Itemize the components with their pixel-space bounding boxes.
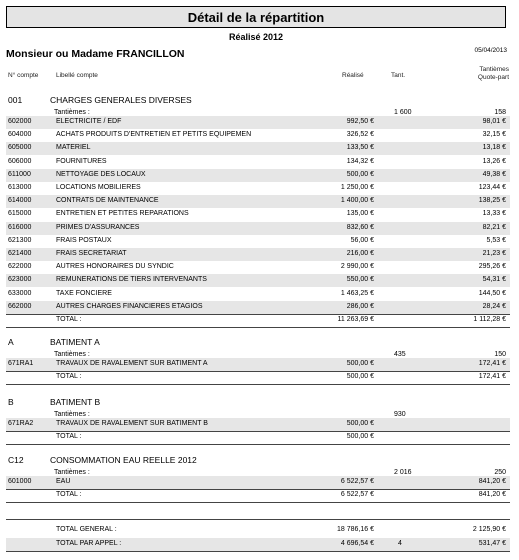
divider-line [6,444,510,445]
total-label: TOTAL : [56,433,82,441]
header-tant: Tant. [391,72,406,79]
quote-part-amount: 49,38 € [482,170,506,178]
total-realise: 500,00 € [346,373,374,381]
account-label: CONTRATS DE MAINTENANCE [56,197,159,205]
realise-amount: 1 250,00 € [340,184,374,191]
total-quote-part: 1 112,28 € [473,316,506,323]
tantiemes-value: 2 016 [394,469,412,476]
account-label: FRAIS POSTAUX [56,236,112,244]
total-par-appel-row [6,538,510,551]
realise-amount: 326,52 € [346,131,374,139]
account-label: FOURNITURES [56,157,107,165]
header-libelle: Libellé compte [56,72,98,79]
total-row [6,371,510,384]
realise-amount: 286,00 € [346,302,374,310]
quote-part-amount: 13,33 € [482,210,506,218]
table-row [6,261,510,274]
total-realise: 11 263,69 € [337,316,374,323]
divider-line [6,551,510,552]
account-label: REMUNERATIONS DE TIERS INTERVENANTS [56,276,207,284]
account-label: TRAVAUX DE RAVALEMENT SUR BATIMENT B [56,420,208,427]
realise-amount: 500,00 € [346,360,374,367]
report-title [6,6,506,28]
table-row [6,235,510,248]
header-compte: N° compte [8,72,39,79]
realise-amount: 216,00 € [346,250,374,257]
account-code: 633000 [8,289,32,297]
quote-part-amount: 5,53 € [486,236,506,244]
quote-part-amount: 144,50 € [478,289,506,297]
divider-line [6,384,510,385]
divider-line [6,431,510,432]
table-row [6,195,510,208]
group-name: CHARGES GENERALES DIVERSES [50,95,192,105]
account-code: 616000 [8,223,32,231]
account-code: 662000 [8,302,32,310]
table-row [6,142,510,155]
realise-amount: 1 400,00 € [340,197,374,205]
header-realise: Réalisé [342,72,364,79]
total-row [6,431,510,444]
quote-part-amount: 295,26 € [478,263,506,271]
quote-part-amount: 172,41 € [478,360,506,367]
account-code: 671RA2 [8,420,34,427]
report-title-text: Détail de la répartition [187,9,325,25]
account-label: AUTRES CHARGES FINANCIERES ETAGIOS [56,302,203,310]
account-label: EAU [56,478,71,485]
realise-amount: 832,60 € [346,223,374,231]
account-label: ENTRETIEN ET PETITES REPARATIONS [56,210,189,218]
account-code: 611000 [8,170,31,178]
total-appel-realise: 4 696,54 € [340,540,374,547]
divider-line [6,489,510,490]
total-label: TOTAL : [56,491,82,499]
table-row [6,301,510,314]
quote-part-amount: 123,44 € [478,184,506,191]
account-code: 602000 [8,118,32,125]
tantiemes-value: 930 [394,411,406,418]
account-label: TRAVAUX DE RAVALEMENT SUR BATIMENT A [56,360,208,367]
account-code: 621300 [8,236,32,244]
group-name: CONSOMMATION EAU REELLE 2012 [50,455,197,465]
account-label: ELECTRICITE / EDF [56,118,122,125]
divider-line [6,502,510,503]
total-label: TOTAL : [56,316,82,323]
total-realise: 500,00 € [346,433,374,441]
quote-part-amount: 138,25 € [478,197,506,205]
account-label: NETTOYAGE DES LOCAUX [56,170,146,178]
realise-amount: 56,00 € [350,236,374,244]
table-row [6,169,510,182]
realise-amount: 1 463,25 € [340,289,374,297]
tantiemes-value: 435 [394,351,406,358]
total-quote-part: 841,20 € [478,491,506,499]
report-date: 05/04/2013 [474,47,507,54]
realise-amount: 135,00 € [346,210,374,218]
total-realise: 6 522,57 € [340,491,374,499]
table-row [6,129,510,142]
tantiemes-quote: 158 [494,109,506,116]
total-general-realise: 18 786,16 € [337,526,374,533]
total-appel-count: 4 [398,540,402,547]
group-name: BATIMENT A [50,337,100,347]
total-label: TOTAL : [56,373,82,381]
quote-part-amount: 13,26 € [482,157,506,165]
table-row [6,358,510,371]
account-label: TAXE FONCIERE [56,289,112,297]
group-header [6,455,510,467]
quote-part-amount: 21,23 € [482,250,506,257]
account-label: ACHATS PRODUITS D'ENTRETIEN ET PETITS EQUIPEMEN [56,131,252,139]
total-general-quote: 2 125,90 € [472,526,506,533]
quote-part-amount: 841,20 € [478,478,506,485]
group-code: C12 [8,455,24,465]
table-row [6,182,510,195]
account-code: 621400 [8,250,32,257]
account-label: FRAIS SECRETARIAT [56,250,127,257]
quote-part-amount: 32,15 € [482,131,506,139]
quote-part-amount: 82,21 € [482,223,506,231]
realise-amount: 2 990,00 € [340,263,374,271]
table-row [6,116,510,129]
group-code: B [8,397,14,407]
account-code: 613000 [8,184,32,191]
divider-line [6,371,510,372]
total-general-label: TOTAL GENERAL : [56,526,117,533]
account-label: PRIMES D'ASSURANCES [56,223,140,231]
tantiemes-value: 1 600 [394,109,412,116]
table-row [6,418,510,431]
realise-amount: 133,50 € [346,144,374,152]
group-code: 001 [8,95,23,105]
divider-line [6,314,510,315]
account-code: 601000 [8,478,32,485]
tantiemes-label: Tantièmes : [54,351,90,358]
account-code: 671RA1 [8,360,34,367]
realise-amount: 550,00 € [346,276,374,284]
table-row [6,156,510,169]
total-row [6,489,510,502]
account-code: 622000 [8,263,32,271]
header-quote-line2: Quote-part [477,74,509,81]
account-label: LOCATIONS MOBILIERES [56,184,141,191]
account-label: MATERIEL [56,144,91,152]
account-code: 604000 [8,131,32,139]
table-row [6,222,510,235]
divider-line [6,327,510,328]
group-header [6,397,510,409]
group-code: A [8,337,14,347]
owner-name: Monsieur ou Madame FRANCILLON [6,48,185,60]
total-appel-quote: 531,47 € [478,540,506,547]
table-row [6,288,510,301]
account-code: 605000 [8,144,32,152]
total-row [6,314,510,327]
table-row [6,248,510,261]
account-code: 606000 [8,157,32,165]
account-code: 623000 [8,276,32,284]
quote-part-amount: 98,01 € [482,118,506,125]
tantiemes-quote: 150 [494,351,506,358]
table-row [6,476,510,489]
account-label: AUTRES HONORAIRES DU SYNDIC [56,263,174,271]
report-subtitle: Réalisé 2012 [228,32,284,42]
table-row [6,274,510,287]
quote-part-amount: 13,18 € [482,144,506,152]
header-quote-line1: Tantièmes [479,66,509,73]
realise-amount: 500,00 € [346,170,374,178]
total-quote-part: 172,41 € [478,373,506,381]
table-row [6,208,510,221]
quote-part-amount: 54,31 € [482,276,506,284]
group-header [6,337,510,349]
realise-amount: 500,00 € [346,420,374,427]
realise-amount: 992,50 € [346,118,374,125]
account-code: 615000 [8,210,32,218]
divider-line [6,519,510,520]
realise-amount: 134,32 € [346,157,374,165]
realise-amount: 6 522,57 € [340,478,374,485]
quote-part-amount: 28,24 € [482,302,506,310]
tantiemes-label: Tantièmes : [54,109,90,116]
group-name: BATIMENT B [50,397,101,407]
total-general-row [6,524,510,537]
total-appel-label: TOTAL PAR APPEL : [56,540,122,547]
account-code: 614000 [8,197,32,205]
group-header [6,95,510,107]
tantiemes-label: Tantièmes : [54,411,90,418]
tantiemes-label: Tantièmes : [54,469,90,476]
tantiemes-quote: 250 [494,469,506,476]
